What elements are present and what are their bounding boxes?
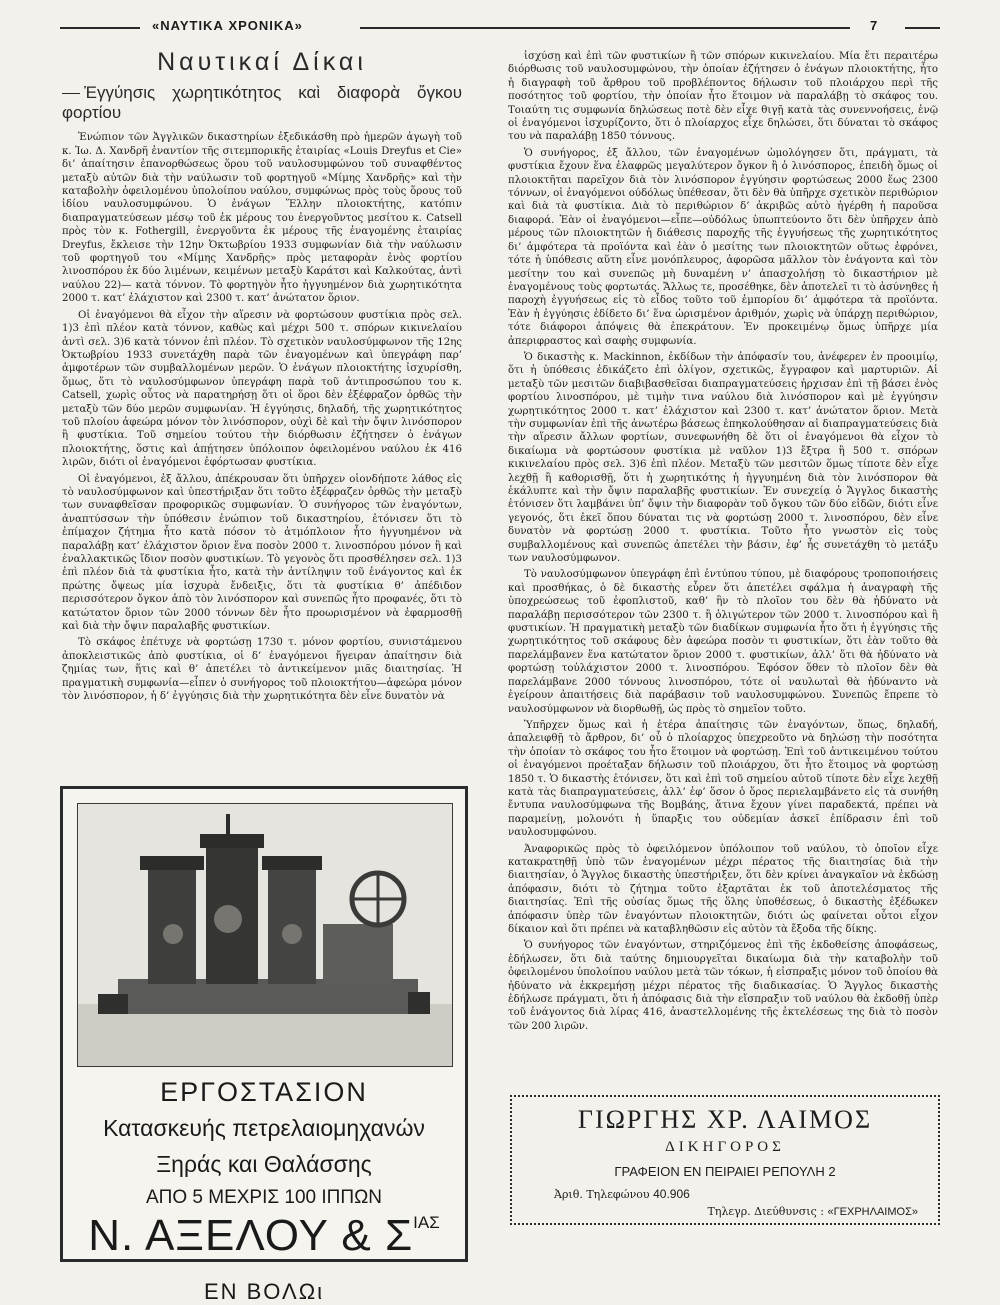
left-column bbox=[62, 50, 462, 706]
article-paragraph: Ὁ δικαστὴς κ. Mackinnon, ἐκδίδων τὴν ἀπόφασίν του, ἀνέφερεν ἐν προοιμίῳ, ὅτι ἡ ὑπόθεσις ἐδικάζετο ἐπὶ ὀλίγον, σχετικῶς, ἔγγραφον καὶ μαρτυριῶν. Αἱ μεταξὺ τῶν μεσιτῶν διαβιβασθεῖσαι διαπραγματεύσεις ἠρχισαν ἐπὶ τῇ βάσει ἑνὸς φορτίου λινοσπόρου, μὲ τιμὴν τινα ναύλου διὰ λινόσπορον καὶ μὲ ἐγγύησιν χωρητικότητος 2000 τ. κατ’ ἐλάχιστον καὶ 2300 τ. κατ’ ἀνώτατον ὅριον. Μετὰ τὴν συμφωνίαν ἐπὶ τῆς ἀνωτέρω βάσεως ἐπηκολούθησαν αἱ διαπραγματεύσεις διὰ τὴν αἵρεσιν ἄλλων φορτίων, συνεφωνήθη δὲ ὅτι οἱ ἐναγόμενοι θὰ εἶχον τὸ δικαίωμα νὰ φορτώσουν φυστίκια μὲ ναῦλον 1)3 ἔξτρα ἢ 500 τ. σπόρων κικινελαίου πρὸς σελ. 3)6 ἐπὶ πλέον. Μεταξὺ τῶν μεσιτῶν ὅμως τίποτε δὲν εἶχε λεχθῇ ἢ καθορισθῇ, ὅτι ἡ χωρητικότης ἡ ἠγγυημένη διὰ τὸν λινόσπορον θὰ ἐκάλυπτε καὶ τὴν ὄψιν παραλαβῆς φυστικίων. Ἐν συνεχείᾳ ὁ Ἄγγλος δικαστὴς ἐτόνισεν ὅτι λαμβάνει ὑπ’ ὄψιν τὴν διαφορὰν τοῦ ὄγκου τῶν δύο εἰδῶν, διότι εἶνε γεγονός, ὅτι ἐκεῖ ὅπου δύναται τις νὰ φορτώσῃ 2000 τ. λινοσπόρου, δὲν εἶνε δυνατὸν νὰ φορτώσῃ 2000 τ. φυστίκια. Τοῦτο ἦτο γνωστὸν εἰς τοὺς συμβαλλομένους καὶ συνεπῶς ἀπετέλει τὴν βάσιν, ἐφ’ ἧς συνετάχθη τὸ μετάξυ των ναυλοσύμφωνον. bbox=[508, 351, 938, 565]
diesel-engine-illustration bbox=[78, 804, 452, 1066]
article-paragraph: Ἐνώπιον τῶν Ἀγγλικῶν δικαστηρίων ἐξεδικάσθη πρὸ ἡμερῶν ἀγωγὴ τοῦ κ. Ἰω. Δ. Χανδρῆ ἐναντίον τῆς σιτεμπορικῆς ἑταιρίας «Louis Dreyfus et Cie» δι’ ἀπαίτησιν ἐπανορθώσεως ὅρου τοῦ ναυλοσυμφώνου τοῦ συναφθέντος μεταξὺ αὐτῶν διὰ τὴν ναύλωσιν τοῦ φορτηγοῦ «Μίμης Χανδρῆς» καὶ τὴν καταβολὴν ὀφειλομένου ὑπολοίπου ναύλου, συμφώνως πρὸς τοὺς ὅρους τοῦ ἰδίου ναυλοσυμφώνου. Ὁ ἐνάγων Ἕλλην πλοιοκτήτης, κατόπιν διαπραγματεύσεων μέσῳ τοῦ ἐκ μέρους του ἐνεργοῦντος μεσίτου κ. Catsell πρὸς τὸν κ. Fothergill, ἐνεργοῦντα ἐκ μέρους τῆς ἐναγομένης ἑταιρίας Dreyfus, ἔκλεισε τὴν 12ην Ὀκτωβρίου 1933 συμφωνίαν διὰ τὴν ναύλωσιν τοῦ φορτηγοῦ του «Μίμης Χανδρῆς» πρὸς μεταφορὰν ἑνὸς φορτίου λινοσπόρου ἐκ δύο λιμένων, κειμένων μεταξὺ Καράτσι καὶ Καλκούτας, ἀντὶ ναύλου 22)— κατὰ τόννον. Τὸ φορτηγὸν ἦτο ἠγγυημένον διὰ χωρητικότητα 2000 τ. κατ’ ἐλάχιστον καὶ 2300 τ. κατ’ ἀνώτατον ὅριον. bbox=[62, 132, 462, 305]
lawyer-phone bbox=[554, 1187, 690, 1201]
phone-label: Ἀριθ. Τηλεφώνου bbox=[554, 1188, 650, 1201]
header-rule-end bbox=[905, 27, 940, 29]
journal-name: «ΝΑΥΤΙΚΑ ΧΡΟΝΙΚΑ» bbox=[152, 18, 303, 33]
header-rule-right bbox=[360, 27, 850, 29]
article-paragraph: Ὁ συνήγορος, ἐξ ἄλλου, τῶν ἐναγομένων ὡμολόγησεν ὅτι, πράγματι, τὰ φυστίκια ἔχουν ἕνα ἐλαφρῶς μεγαλύτερον ὄγκον ἢ ὁ λινόσπορος, ἐπειδὴ ὅμως οἱ πλοιοκτῆται παρεῖχον διὰ τὸν λινόσπορον ἐγγύησιν φορτώσεως 2000 ἕως 2300 τόννων, οἱ ἐναγόμενοι ούδόλως ὑπέθεσαν, ὅτι δὲν θὰ ὑπῆρχε σχετικὸν περιθώριον καὶ διὰ τὰ φυστίκια. Διὰ τὸ περιθώριον δ’ ἀκριβῶς αὐτὸ ἠγέρθη ἡ παροῦσα διαφορά. Ἐὰν οἱ ἐναγόμενοι—εἶπε—οὐδόλως ὑπωπτεύοντο ὅτι δὲν ὑπῆρχεν ἀπὸ μέρους τῶν πλοιοκτητῶν ἡ διάθεσις παροχῆς τῆς ἐγγυήσεως τῆς χωρητικότητος δι’ ἀμφότερα τὰ προϊόντα καὶ ἐὰν ὁ μεσίτης των πλοιοκτητῶν οὕτως ἐφρόνει, τότε ἡ ὑπόθεσις αὕτη εἶνε μονόπλευρος, ἀφορῶσα μᾶλλον τὸν ἐνάγοντα καὶ τὸν μεσίτην του καὶ συνεπῶς μὴ δυναμένη ν’ ἀπασχολήσῃ τὸ δικαστήριον μὲ ἐναγομένους τοὺς φορτωτάς. Ἄλλως τε, προσέθηκε, δὲν ἀποτελεῖ τι τὸ ἀσύνηθες ἡ παροχὴ ἐγγυήσεως εἰς τὸ εἶδος τοῦτο τοῦ ἐμπορίου δι’ ἀμφότερα τὰ προϊόντα. Ἐὰν ἡ ἐγγύησις ἐδίδετο δι’ ἕνα ὡρισμένον ἀριθμόν, χωρὶς νὰ ὑπάρχῃ περιθώριον, τότε διάφοροι ἀπόψεις θὰ ἐπεκράτουν. Ἐν προκειμένῳ ὅμως ὑπῆρχε μία ἀπεριφραστος καὶ σαφὴς συμφωνία. bbox=[508, 147, 938, 347]
article-title bbox=[62, 83, 462, 123]
engine-factory-advertisement bbox=[60, 786, 468, 1304]
header-rule-left bbox=[60, 27, 140, 29]
telegram-label: Τηλεγρ. Διεύθυνσις : bbox=[707, 1205, 824, 1218]
article-paragraph: Τὸ σκάφος ἐπέτυχε νὰ φορτώσῃ 1730 τ. μόνον φορτίου, συνιστάμενου ἀποκλειστικῶς ἀπὸ φυστίκια, οἱ δ’ ἐναγόμενοι ἤγειραν ἀπαίτησιν διὰ ζημίας των, ἥτις καὶ θ’ ἀπετέλει τὸ ἀντικείμενον μιᾶς διαιτησίας. Ἡ πραγματικὴ συμφωνία—εἶπεν ὁ συνήγορος τοῦ πλοιοκτήτου—ἀφεώρα μόνον τὸν λινόσπορον, ἡ δ’ ἐγγύησις διὰ τὴν χωρητικότητα δὲν εἶνε δυνατὸν νὰ bbox=[62, 637, 462, 703]
lawyer-profession: ΔΙΚΗΓΟΡΟΣ bbox=[665, 1139, 785, 1155]
ad-headline: ΕΡΓΟΣΤΑΣΙΟΝ bbox=[160, 1077, 368, 1107]
article-paragraph: Τὸ ναυλοσύμφωνον ὑπεγράφη ἐπὶ ἐντύπου τύπου, μὲ διαφόρους τροποποιήσεις καὶ προσθήκας, ὁ δὲ δικαστὴς εὗρεν ὅτι ἀπετέλει σφάλμα ἡ ἀναγραφὴ τῆς ὑποχρεώσεως τοῦ ἐφοπλιστοῦ, καθ’ ἣν τὸ πλοῖον του δὲν θὰ ἠδύνατο νὰ παραλάβῃ περισσότερον τῶν 2300 τ. ἢ ὀλιγώτερον τῶν 2000 τ. λινοσπόρου καὶ ἢ φυστικίων. Ἡ πραγματικὴ μεταξὺ τῶν διαδίκων συμφωνία ἦτο ὅτι ἡ ἐγγύησις τῆς χωρητικότητος τοῦ σκάφους δὲν ἀφεώρα ποσὸν τι φυστικίων, ὅτι ἐὰν τοῦτο θὰ παρελάμβανεν ἕνα κατώτατον ὅριον 2000 τ. φυστικίων, ἀλλ’ ὅτι θὰ ἠδύνατο νὰ φορτώσῃ τοὐλάχιστον 2000 τ. λινοσπόρου. Ἐφόσον ὅθεν τὸ πλοῖον δὲν θὰ παρελάμβανε 2000 τόννους λινοσπόρου, τότε οἱ ναυλωταὶ θὰ ἠδύναντο νὰ ἐγείρουν ἀπαιτήσεις διὰ παράβασιν τοῦ ναυλοσυμφώνου. Συνεπῶς ἔπρεπε τὸ ναυλοσύμφωνον νὰ διορθωθῇ, ὡς πρὸς τὸ σημεῖον τοῦτο. bbox=[508, 569, 938, 715]
article-paragraph: Ὁ συνήγορος τῶν ἐναγόντων, στηριζόμενος ἐπὶ τῆς ἐκδοθείσης ἀποφάσεως, ἐδήλωσεν, ὅτι διὰ ταύτης δημιουργεῖται δικαίωμα διὰ τὴν καταβολὴν τοῦ ὀφειλομένου ὑπολοίπου ναύλου μετὰ τῶν τόκων, ἡ εἰσπραξις μόνον τοῦ ὁποίου θὰ ἠδύνατο νὰ ἐκκρεμήσῃ μέχρι πέρατος τῆς διαδικασίας. Ὁ Ἄγγλος δικαστὴς ἐδήλωσε πράγματι, ὅτι ἡ ἀπόφασις διὰ τὴν εἴσπραξιν τοῦ ναύλου θὰ ἐκδοθῇ ὑπὲρ τοῦ ἐνάγοντος διὰ λίρας 416, ἀναστελλομένης τῆς ἐκτελέσεως της διὰ τὸ ποσὸν τῶν 200 λιρῶν. bbox=[508, 940, 938, 1032]
lawyer-office-address: ΓΡΑΦΕΙΟΝ ΕΝ ΠΕΙΡΑΙΕΙ ΡΕΠΟΥΛΗ 2 bbox=[614, 1164, 836, 1179]
company-name-suffix: ΙΑΣ bbox=[413, 1213, 440, 1232]
phone-number: 40.906 bbox=[653, 1187, 690, 1201]
ad-subline-land-sea: Ξηράς και Θαλάσσης bbox=[156, 1151, 372, 1177]
article-paragraph: Ἀναφορικῶς πρὸς τὸ ὀφειλόμενον ὑπόλοιπον τοῦ ναύλου, τὸ ὁποῖον εἶχε κατακρατηθῇ ὑπὸ τῶν ἐναγομένων μέχρι πέρατος τῆς διαιτησίας διὰ τὴν διαιτησίαν, ὁ Ἄγγλος δικαστὴς ὑπεστήριξεν, ὅτι δὲν κρίνει ἀναγκαῖον νὰ ἐκδώσῃ ἀπόφασιν, διότι τὸ ζήτημα τοῦτο ἐξαρτᾶται ἐκ τοῦ ἀποτελέσματος τῆς διαιτησίας. Ἐπὶ τῆς οὐσίας ὅμως τῆς ὅλης ὑποθέσεως, ὁ δικαστὴς ἐξέδωκεν ἀπόφασιν ὑπὲρ τῶν ἐναγόντων πλοιοκτητῶν, διότι ὡς φαίνεται οὗτοι εἶχον δίκαιον καὶ ὅτι πρέπει νὰ καταβληθῶσιν εἰς αὐτὸν τὰ ἔξοδα τῆς δίκης. bbox=[508, 843, 938, 935]
company-name-text: Ν. ΑΞΕΛΟΥ & Σ bbox=[88, 1211, 414, 1260]
article-paragraph: ἰσχύσῃ καὶ ἐπὶ τῶν φυστικίων ἢ τῶν σπόρων κικινελαίου. Μία ἔτι περαιτέρω διόρθωσις τοῦ ναυλοσυμφώνου, τὴν ὁποίαν ἐζήτησεν ὁ ἐνάγων πλοιοκτήτης, ἦτο ἡ διαγραφὴ τοῦ ἄρθρου τοῦ προβλέποντος δήλωσιν τοῦ πλοιάρχου περὶ τῆς ποσότητος τοῦ φορτίου, τὴν ὁποίαν ἦτο ἕτοιμον νὰ παραλάβῃ τὸ σκάφος του. Τοιαύτη τις συμφωνία δηλώσεως ποτὲ δὲν εἶχε θιγῇ κατὰ τὰς συνεννοήσεις, ἐνῷ οἱ ἐναγόμενοι ἰσχυρίζοντο, ὅτι ὁ πλοίαρχος εἶχε δηλώσει, ὅτι δύναται τὸ σκάφος του νὰ παραλάβῃ 1850 τόννους. bbox=[508, 51, 938, 143]
telegram-address: «ΓΕΧΡΗΛΑΙΜΟΣ» bbox=[827, 1206, 918, 1218]
lawyer-telegram bbox=[708, 1205, 918, 1218]
article-paragraph: Οἱ ἐναγόμενοι θὰ εἶχον τὴν αἵρεσιν νὰ φορτώσουν φυστίκια πρὸς σελ. 1)3 ἐπὶ πλέον κατὰ τόννον, καθὼς καὶ μέχρι 500 τ. σπόρων κικινελαίου ἀντὶ σελ. 3)6 κατὰ τόννον ἐπὶ πλέον. Τὸ σχετικὸν ναυλοσύμφωνον τῆς 12ης Ὀκτωβρίου 1933 συνετάχθη παρὰ τῶν ἐναγομένων καὶ ὑπεγράφη παρ’ ἀμφοτέρων τῶν συμβαλλομένων μερῶν. Ὁ ἐνάγων πλοιοκτήτης ἰσχυρίσθη, ὅμως, ὅτι τὸ ναυλοσύμφωνον ὑπεγράφη παρὰ τοῦ ἀντιπροσώπου του κ. Catsell, χωρὶς οὗτος νὰ παρατηρήσῃ ὅτι οἱ ὅροι δὲν ἐξέφραζον ὀρθῶς τὴν μεταξὺ τῶν δύο μερῶν συμφωνίαν. Ἡ ἐγγύησις, δηλαδή, τῆς χωρητικότητος τοῦ πλοίου ἀφεώρα μόνον τὸν λινόσπορον, οὐχὶ δὲ καὶ τὴν ὄψιν λινόσπορον ἢ φυστίκια. Τοῦ σημείου τούτου τὴν διόρθωσιν ἐζήτησεν ὁ ἐνάγων πλοιοκτήτης, ὅστις καὶ ἀπῄτησεν ὑπόλοιπον ὀφειλομένου ναύλου ἐκ 416 λιρῶν, διότι οἱ ἐναγόμενοι ἐφόρτωσαν φυστίκια. bbox=[62, 309, 462, 469]
lawyer-name: ΓΙΩΡΓΗΣ ΧΡ. ΛΑΙΜΟΣ bbox=[577, 1105, 873, 1134]
article-title-text: Ἐγγύησις χωρητικότητος καὶ διαφορὰ ὄγκου φορτίου bbox=[62, 83, 462, 123]
right-column bbox=[508, 50, 938, 1036]
title-dash bbox=[62, 93, 80, 94]
running-header bbox=[60, 18, 940, 38]
page-number: 7 bbox=[870, 18, 878, 33]
ad-subline-manufacture: Κατασκευής πετρελαιομηχανών bbox=[103, 1115, 425, 1141]
ad-location: ΕΝ ΒΟΛΩι bbox=[203, 1279, 325, 1304]
lawyer-business-card bbox=[510, 1095, 940, 1225]
ad-company-name bbox=[63, 1211, 465, 1261]
section-title: Ναυτικαί Δίκαι bbox=[157, 48, 367, 76]
engine-photo bbox=[77, 803, 453, 1067]
article-paragraph: Ὑπῆρχεν ὅμως καὶ ἡ ἑτέρα ἀπαίτησις τῶν ἐναγόντων, ὅπως, δηλαδή, ἀπαλειφθῇ τὸ ἄρθρον, δι’ οὗ ὁ πλοίαρχος ὑπεχρεοῦτο νὰ δηλώσῃ τὴν ποσότητα τὴν ὁποίαν τὸ σκάφος του ἦτο ἕτοιμον νὰ φορτώσῃ. Ἐπὶ τοῦ ἀντικειμένου τούτου οἱ ἐναγόμενοι προέταξαν δήλωσιν τοῦ πλοιάρχου, ὅτι ἦτο ἕτοιμος νὰ φορτώσῃ 1850 τ. Ὁ δικαστὴς ἐτόνισεν, ὅτι καὶ ἐπὶ τοῦ σημείου αὐτοῦ τίποτε δὲν εἶχε λεχθῇ κατὰ τὰς διαπραγματεύσεις, ἀλλ’ ἐφ’ ὅσον ὁ ὅρος περιελαμβάνετο εἰς τὰ συνήθη ἔντυπα ναυλοσύμφωνα τῆς Βομβάης, ἅτινα ἔχουν γίνει παραδεκτά, πρέπει νὰ παραμείνῃ, μολονότι ἡ ὕπαρξις του οὐδεμίαν ἀσκεῖ ἐπίδρασιν ἐπὶ τοῦ ναυλοσυμφώνου. bbox=[508, 719, 938, 839]
article-paragraph: Οἱ ἐναγόμενοι, ἐξ ἄλλου, ἀπέκρουσαν ὅτι ὑπῆρχεν οἱονδήποτε λάθος εἰς τὸ ναυλοσύμφωνον καὶ ὑπεστήριξαν ὅτι τοῦτο ἐξέφραζεν ὀρθῶς τὴν μεταξὺ των συναφθεῖσαν προφορικῶς συμφωνίαν. Ὁ συνήγορος τῶν ἐναγόντων, ἀναπτύσσων τὴν ὑπόθεσιν ἐνώπιον τοῦ δικαστηρίου, ἐτόνισεν ὅτι τὸ ἐπίμαχον ζήτημα ἦτο κατὰ πόσον τὸ ἀτμόπλοιον ἦτο ἠγγυημένον νὰ παραλάβῃ κατ’ ἐλάχιστον ὅριον ἕνα ποσὸν 2000 τ. λινοσπόρου μόνον ἢ καὶ ἐναλλακτικῶς ἴδιον ποσὸν φυστικίων. Τὸ γεγονὸς ὅτι προσθέλησεν σελ. 1)3 ἐπὶ πλέον διὰ τὰ φυστίκια ἦτο, κατὰ τὴν ἀντίληψιν τοῦ ἐνάγοντος καὶ ἐκ πρώτης ὄψεως μία ἰσχυρὰ ἔνδειξις, ὅτι τὰ φυστίκια θ’ ἀπέδιδον περισσότερον ὄγκον ἀπὸ τὸν λινόσπορον καὶ συνεπῶς ἦτο προφανές, ὅτι τὸ κατώτατον ὅριον τῶν 2000 τόννων δὲν ἦτο προωρισμένον νὰ ἐφαρμοσθῇ καὶ διὰ τὴν ὄψιν παραλαβῆς φυστικίων. bbox=[62, 473, 462, 633]
ad-horsepower-range: ΑΠΟ 5 ΜΕΧΡΙΣ 100 ΙΠΠΩΝ bbox=[145, 1187, 383, 1208]
